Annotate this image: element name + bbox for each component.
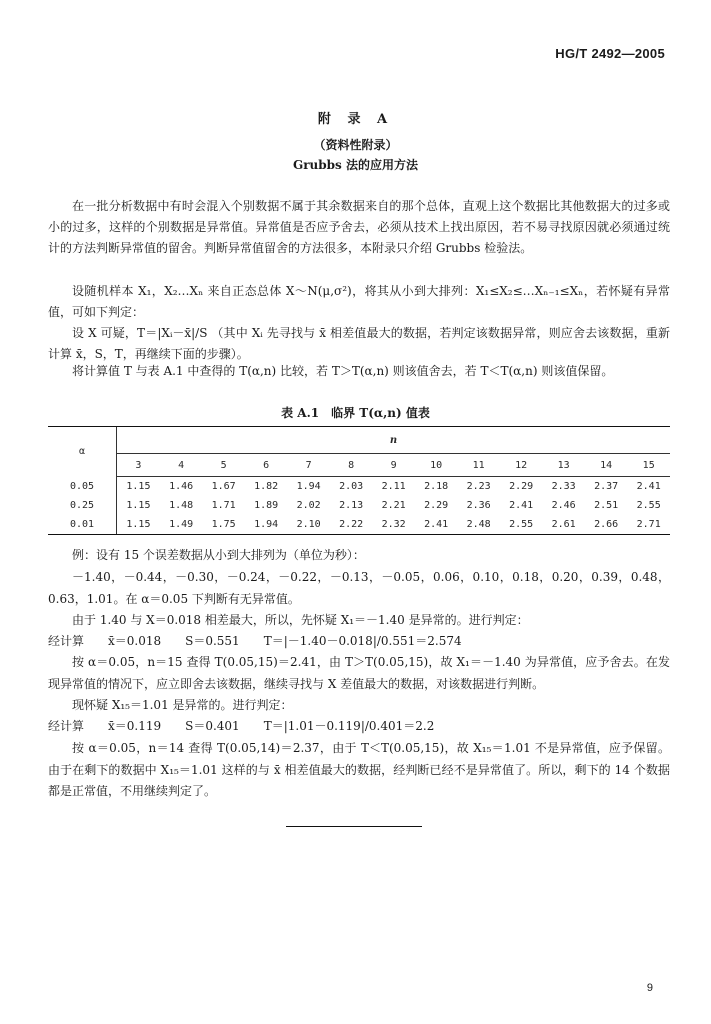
table-row (48, 496, 670, 515)
table-cell: 2.02 (296, 500, 321, 511)
end-rule (286, 826, 422, 827)
table-cell: 2.41 (415, 515, 458, 535)
table-row (48, 477, 670, 497)
table-cell: 2.33 (551, 481, 576, 492)
paragraph-intro: 在一批分析数据中有时会混入个别数据不属于其余数据来自的那个总体，直观上这个数据比其他数据大的过多或小的过多，这样的个别数据是异常值。异常值是否应予舍去，必须从技术上找出原因，若不易寻找原因就必须通过统计的方法判断异常值的留舍。判断异常值留舍的方法很多，本附录只介绍 Grubbs 检验法。 (48, 199, 670, 255)
standard-code: HG/T 2492—2005 (555, 46, 665, 61)
example-step2: 现怀疑 X₁₅＝1.01 是异常的。进行判定： (72, 698, 293, 712)
table-caption: 表 A.1 临界 T(α,n) 值表 (281, 406, 430, 420)
table-cell: 2.55 (500, 515, 543, 535)
n-value: 11 (457, 454, 500, 477)
alpha-value: 0.01 (48, 515, 117, 535)
table-cell: 2.51 (594, 500, 619, 511)
appendix-type: （资料性附录） (313, 138, 398, 152)
example-data: －1.40，－0.44，－0.30，－0.24，－0.22，－0.13，－0.05，0.06，0.10，0.18，0.20，0.39，0.48，0.63，1.01。在 α＝0.05 下判断有无异常值。 (48, 570, 670, 606)
n-value: 12 (500, 454, 543, 477)
table-cell: 1.15 (117, 477, 160, 497)
table-cell: 1.67 (211, 481, 236, 492)
example-step1: 由于 1.40 与 X＝0.018 相差最大，所以，先怀疑 X₁＝－1.40 是异常的。进行判定： (72, 613, 529, 627)
example-conclusion1: 按 α＝0.05，n＝15 查得 T(0.05,15)＝2.41，由 T＞T(0.05,15)，故 X₁＝－1.40 为异常值，应予舍去。在发现异常值的情况下，应立即舍去该数据，继续寻找与 X 差值最大的数据，对该数据进行判断。 (48, 655, 670, 691)
n-value: 10 (415, 454, 458, 477)
example-calc1: 经计算 x̄＝0.018 S＝0.551 T＝|－1.40－0.018|/0.551＝2.574 (48, 634, 462, 648)
table-cell: 2.03 (339, 481, 364, 492)
paragraph-sample: 设随机样本 X₁，X₂…Xₙ 来自正态总体 X～N(μ,σ²)，将其从小到大排列：X₁≤X₂≤…Xₙ₋₁≤Xₙ，若怀疑有异常值，可如下判定： (48, 284, 670, 319)
table-cell: 1.49 (160, 515, 203, 535)
example-calc2: 经计算 x̄＝0.119 S＝0.401 T＝|1.01－0.119|/0.401＝2.2 (48, 719, 435, 733)
n-value: 15 (627, 454, 670, 477)
paragraph-compare: 将计算值 T 与表 A.1 中查得的 T(α,n) 比较，若 T＞T(α,n) 则该值舍去，若 T＜T(α,n) 则该值保留。 (72, 364, 614, 378)
table-cell: 2.71 (627, 515, 670, 535)
table-cell: 2.48 (457, 515, 500, 535)
n-value: 3 (117, 454, 160, 477)
table-cell: 2.37 (594, 481, 619, 492)
alpha-header: α (48, 427, 117, 477)
page-number: 9 (646, 982, 653, 994)
table-cell: 1.15 (117, 496, 160, 515)
n-value: 14 (585, 454, 628, 477)
example-intro: 例：设有 15 个误差数据从小到大排列为（单位为秒）： (72, 548, 365, 562)
table-cell: 2.22 (330, 515, 373, 535)
table-cell: 2.41 (509, 500, 534, 511)
paragraph-statistic: 设 X 可疑，T＝|Xᵢ－x̄|/S （其中 Xᵢ 先寻找与 x̄ 相差值最大的数据，若判定该数据异常，则应舍去该数据，重新计算 x̄，S，T，再继续下面的步骤）。 (48, 326, 670, 361)
table-cell: 2.46 (551, 500, 576, 511)
table-cell: 2.55 (636, 500, 661, 511)
table-cell: 2.29 (509, 481, 534, 492)
table-cell: 2.36 (466, 500, 491, 511)
table-cell: 1.82 (254, 481, 279, 492)
table-cell: 1.71 (211, 500, 236, 511)
table-cell: 2.11 (381, 481, 406, 492)
alpha-value: 0.25 (69, 500, 95, 511)
table-cell: 2.29 (424, 500, 449, 511)
n-header: n (117, 427, 671, 454)
critical-value-table (48, 426, 670, 535)
table-cell: 2.10 (287, 515, 330, 535)
n-value: 6 (245, 454, 288, 477)
n-value: 8 (330, 454, 373, 477)
table-cell: 1.48 (169, 500, 194, 511)
appendix-title: 附 录 A (317, 112, 394, 127)
table-cell: 2.61 (542, 515, 585, 535)
table-cell: 1.89 (254, 500, 279, 511)
alpha-value: 0.05 (69, 480, 95, 492)
table-cell: 1.46 (169, 481, 194, 492)
n-values-row (48, 454, 670, 477)
table-cell: 1.94 (245, 515, 288, 535)
n-value: 4 (160, 454, 203, 477)
table-cell: 2.66 (585, 515, 628, 535)
n-value: 7 (287, 454, 330, 477)
table-cell: 2.23 (466, 481, 491, 492)
table-cell: 1.94 (296, 481, 321, 492)
table-cell: 2.18 (424, 481, 449, 492)
table-cell: 2.41 (636, 481, 661, 492)
table-row (48, 515, 670, 535)
table-cell: 2.13 (339, 500, 364, 511)
table-cell: 2.21 (381, 500, 406, 511)
example-conclusion2: 按 α＝0.05，n＝14 查得 T(0.05,14)＝2.37，由于 T＜T(0.05,15)，故 X₁₅＝1.01 不是异常值，应予保留。由于在剩下的数据中 X₁₅＝1.01 这样的与 x̄ 相差值最大的数据，经判断已经不是异常值了。所以，剩下的 14 个数据都是正常值，不用继续判定了。 (48, 741, 670, 798)
appendix-subtitle: Grubbs 法的应用方法 (292, 158, 418, 172)
table-cell: 1.15 (117, 515, 160, 535)
n-value: 9 (372, 454, 415, 477)
table-cell: 1.75 (202, 515, 245, 535)
n-value: 13 (542, 454, 585, 477)
table-cell: 2.32 (372, 515, 415, 535)
n-value: 5 (202, 454, 245, 477)
